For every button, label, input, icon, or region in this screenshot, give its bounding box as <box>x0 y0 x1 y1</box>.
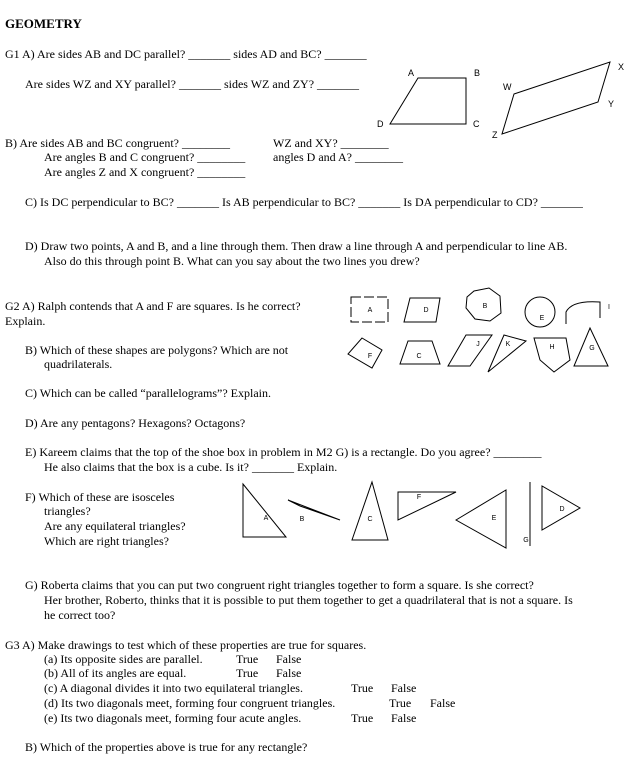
g2-a-question-1: G2 A) Ralph contends that A and F are squares. Is he correct? <box>5 299 301 313</box>
parallelogram-wxyz <box>502 62 610 134</box>
g2f-label-g: G <box>523 537 529 544</box>
g2-f-question-4: Which are right triangles? <box>44 534 169 548</box>
g2-label-f: F <box>367 353 373 360</box>
g3-item-d-true: True <box>389 696 412 710</box>
g3-item-c-false: False <box>391 681 417 695</box>
g1-label-x: X <box>618 62 625 72</box>
g2-label-a: A <box>367 307 373 314</box>
g2-f-question-2: triangles? <box>44 504 91 518</box>
g2-c-question: C) Which can be called “parallelograms”? Explain. <box>25 386 271 400</box>
g2-label-d: D <box>423 307 429 314</box>
g1-a-question-1: G1 A) Are sides AB and DC parallel? _______ sides AD and BC? _______ <box>5 47 367 61</box>
triangle-a <box>243 484 286 537</box>
g1-b-question-1-right: WZ and XY? ________ <box>273 136 389 150</box>
g3-item-e-false: False <box>391 711 417 725</box>
shape-i-arch <box>566 302 600 324</box>
g1-label-b: B <box>474 68 481 78</box>
g3-item-e-text: (e) Its two diagonals meet, forming four acute angles. <box>44 711 302 725</box>
trapezoid-abcd <box>390 78 466 124</box>
g3-item-a-false: False <box>276 652 302 666</box>
triangle-f <box>398 492 456 520</box>
g2f-label-e: E <box>491 515 497 522</box>
g2-label-e: E <box>539 315 545 322</box>
triangle-e <box>456 490 506 548</box>
shape-d-quadrilateral <box>404 298 440 322</box>
g2-label-j: J <box>476 341 480 348</box>
g3-item-b-true: True <box>236 666 259 680</box>
g2-b-question-1: B) Which of these shapes are polygons? Which are not <box>25 343 289 357</box>
g3-item-b-false: False <box>276 666 302 680</box>
g2f-label-c: C <box>367 516 373 523</box>
g1-label-z: Z <box>492 130 498 140</box>
g1-a-question-2: Are sides WZ and XY parallel? _______ sides WZ and ZY? _______ <box>25 77 360 91</box>
g1-label-d: D <box>377 119 384 129</box>
g2f-label-f: F <box>416 494 422 501</box>
shape-f-square <box>348 338 382 368</box>
triangle-b <box>288 500 340 520</box>
g2f-label-a: A <box>263 515 269 522</box>
g1-b-question-1: B) Are sides AB and BC congruent? ________ <box>5 136 230 150</box>
g3-a-question: G3 A) Make drawings to test which of these properties are true for squares. <box>5 638 367 652</box>
g3-item-e-true: True <box>351 711 374 725</box>
shape-e-circle <box>525 297 555 327</box>
g3-item-b-text: (b) All of its angles are equal. <box>44 666 187 680</box>
g3-item-c-text: (c) A diagonal divides it into two equilateral triangles. <box>44 681 303 695</box>
g2-g-question-3: he correct too? <box>44 608 116 622</box>
g2f-label-b: B <box>299 516 305 523</box>
shape-j-parallelogram <box>448 335 492 366</box>
g3-item-a-true: True <box>236 652 259 666</box>
g2-label-k: K <box>505 341 511 348</box>
g2-g-question-2: Her brother, Roberto, thinks that it is possible to put them together to get a quadrilateral that is not a square. Is <box>44 593 573 607</box>
g2-b-question-2: quadrilaterals. <box>44 357 113 371</box>
g2-label-g: G <box>589 345 595 352</box>
triangle-c <box>352 482 388 540</box>
g1-b-question-3: Are angles Z and X congruent? ________ <box>44 165 246 179</box>
g1-label-a: A <box>408 68 415 78</box>
g3-item-a-text: (a) Its opposite sides are parallel. <box>44 652 203 666</box>
g3-item-d-false: False <box>430 696 456 710</box>
g1-d-question-2: Also do this through point B. What can you say about the two lines you drew? <box>44 254 420 268</box>
g2-e-question-1: E) Kareem claims that the top of the shoe box in problem in M2 G) is a rectangle. Do you agree? ________ <box>25 445 542 459</box>
g3-b-question: B) Which of the properties above is true for any rectangle? <box>25 740 308 754</box>
g2-label-c: C <box>416 353 422 360</box>
g3-item-c-true: True <box>351 681 374 695</box>
g2f-label-d: D <box>559 506 565 513</box>
g2-e-question-2: He also claims that the box is a cube. Is it? _______ Explain. <box>44 460 338 474</box>
g2-f-question-1: F) Which of these are isosceles <box>25 490 175 504</box>
page-title: GEOMETRY <box>5 16 82 31</box>
g1-b-question-2: Are angles B and C congruent? ________ <box>44 150 246 164</box>
g1-label-w: W <box>503 82 512 92</box>
g2-label-h: H <box>549 344 555 351</box>
g1-label-y: Y <box>608 99 615 109</box>
g2-a-question-2: Explain. <box>5 314 46 328</box>
g2-label-b: B <box>482 303 488 310</box>
g1-d-question-1: D) Draw two points, A and B, and a line through them. Then draw a line through A and perpendicular to line AB. <box>25 239 568 253</box>
g1-label-c: C <box>473 119 480 129</box>
g1-c-question: C) Is DC perpendicular to BC? _______ Is AB perpendicular to BC? _______ Is DA perpendicular to CD? _______ <box>25 195 583 209</box>
g2-g-question-1: G) Roberta claims that you can put two congruent right triangles together to form a square. Is she correct? <box>25 578 534 592</box>
g2-d-question: D) Are any pentagons? Hexagons? Octagons? <box>25 416 246 430</box>
g3-item-d-text: (d) Its two diagonals meet, forming four congruent triangles. <box>44 696 336 710</box>
g2-label-i: I <box>608 304 610 311</box>
g2-f-question-3: Are any equilateral triangles? <box>44 519 186 533</box>
g1-b-question-2-right: angles D and A? ________ <box>273 150 403 164</box>
